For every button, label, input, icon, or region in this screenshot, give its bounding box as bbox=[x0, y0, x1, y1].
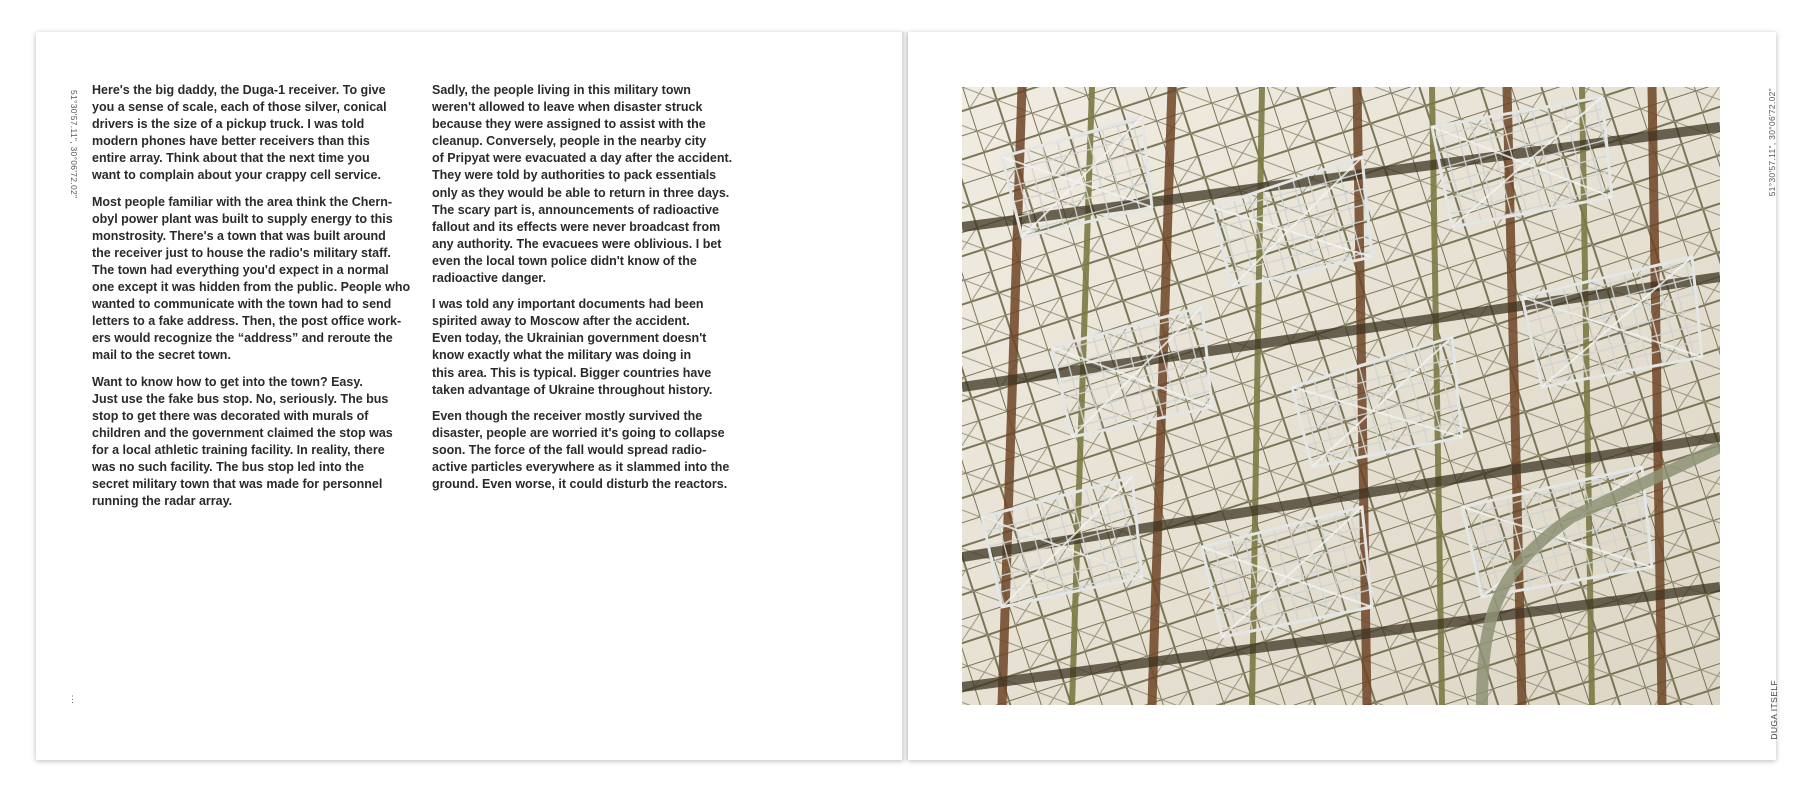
book-spread bbox=[36, 32, 1779, 760]
text-column-1 bbox=[92, 82, 428, 519]
steel-lattice-illustration bbox=[962, 87, 1720, 705]
paragraph: Here's the big daddy, the Duga-1 receiver. To give you a sense of scale, each of those silver, conical drivers is the size of a pickup truck. I was told modern phones have better receivers than this entire array. Think about that the next time you want to complain about your crappy cell service. bbox=[92, 83, 387, 183]
text-column-2 bbox=[432, 82, 772, 502]
photo-caption: DUGA ITSELF bbox=[1769, 680, 1779, 740]
right-page-coordinates: 51°30'57.11", 30°06'72.02" bbox=[1767, 88, 1777, 197]
duga-antenna-photo bbox=[962, 87, 1720, 705]
page-marker: ⋮ bbox=[68, 694, 76, 704]
paragraph: Even though the receiver mostly survived the disaster, people are worried it's going to collapse soon. The force of the fall would spread radio- active particles everywhere as it slammed into the ground. Even worse, it could disturb the reactors. bbox=[432, 408, 730, 492]
paragraph: Sadly, the people living in this military town weren't allowed to leave when disaster struck because they were assigned to assist with the cleanup. Conversely, people in the nearby city of Pripyat were evacuated a day after the accident. They were told by authorities to pack essentials only as they would be able to return in three days. The scary part is, announcements of radioactive fallout and its effects were never broadcast from any authority. The evacuees were oblivious. I bet even the local town police didn't know of the radioactive danger. bbox=[432, 83, 733, 286]
paragraph: Want to know how to get into the town? Easy. Just use the fake bus stop. No, seriously. The bus stop to get there was decorated with murals of children and the government claimed the stop was for a local athletic training facility. In reality, there was no such facility. The bus stop led into the secret military town that was made for personnel running the radar array. bbox=[92, 374, 393, 509]
left-page bbox=[36, 32, 904, 760]
paragraph: I was told any important documents had been spirited away to Moscow after the accident. Even today, the Ukrainian government doesn't know exactly what the military was doing in this area. This is typical. Bigger countries have taken advantage of Ukraine throughout history. bbox=[432, 297, 713, 397]
paragraph: Most people familiar with the area think the Chern- obyl power plant was built to supply energy to this monstrosity. There's a town that was built around the receiver just to house the radio's military staff. The town had everything you'd expect in a normal one except it was hidden from the public. People who wanted to communicate with the town had to send letters to a fake address. Then, the post office work- ers would recognize the “address” and reroute the mail to the secret town. bbox=[92, 194, 411, 363]
left-page-coordinates: 51°30'57.11", 30°06'72.02" bbox=[69, 90, 79, 199]
